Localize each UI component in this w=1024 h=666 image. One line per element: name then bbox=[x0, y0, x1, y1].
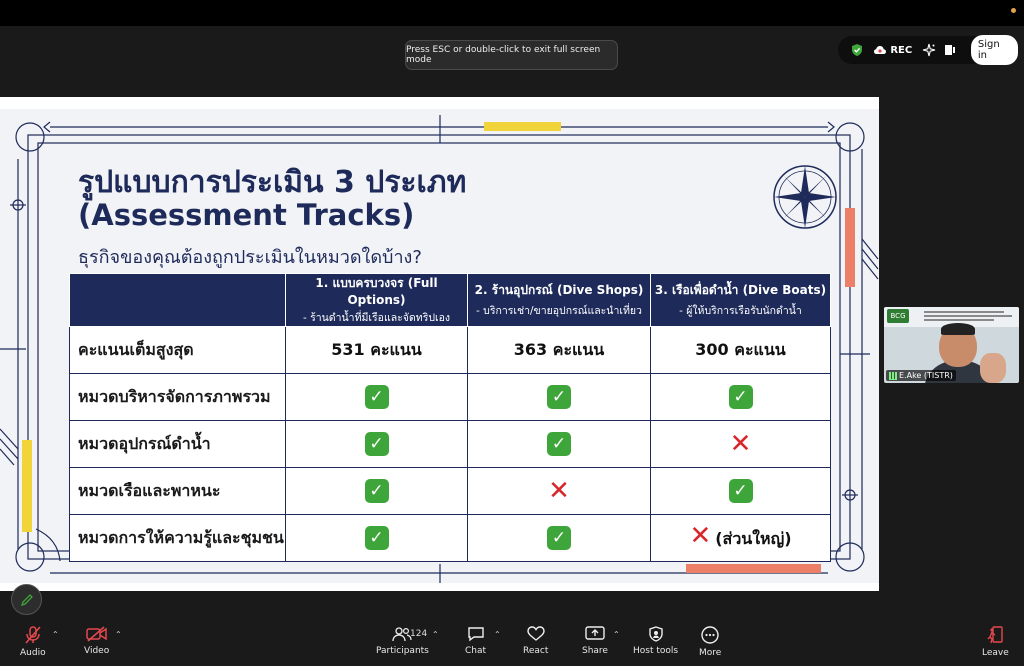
deco-bar-bottom bbox=[686, 564, 821, 573]
chat-button[interactable] bbox=[465, 626, 486, 656]
top-black-bar bbox=[0, 0, 1024, 26]
cross-icon: ✕ bbox=[689, 521, 712, 551]
status-cell bbox=[286, 374, 468, 421]
more-button[interactable] bbox=[699, 626, 721, 658]
share-button[interactable] bbox=[582, 626, 608, 656]
sidebar-icon[interactable] bbox=[940, 39, 961, 61]
person-hand bbox=[980, 353, 1006, 383]
meeting-toolbar bbox=[0, 620, 1024, 666]
status-cell bbox=[286, 421, 468, 468]
check-icon: ✓ bbox=[729, 479, 753, 503]
recording-indicator[interactable] bbox=[873, 45, 912, 56]
slide-subtitle: ธุรกิจของคุณต้องถูกประเมินในหมวดใดบ้าง? bbox=[78, 247, 422, 268]
status-cell bbox=[651, 421, 831, 468]
check-icon: ✓ bbox=[547, 385, 571, 409]
mic-muted-icon bbox=[23, 626, 43, 644]
rec-label: REC bbox=[890, 44, 913, 56]
host-tools-label: Host tools bbox=[633, 646, 679, 656]
logo-icon: BCG bbox=[887, 309, 909, 323]
participants-chevron-icon[interactable]: ⌃ bbox=[432, 630, 439, 639]
audio-options-chevron-icon[interactable]: ⌃ bbox=[52, 630, 59, 639]
header-title: 1. แบบครบวงจร (Full Options) bbox=[315, 276, 438, 307]
header-cell bbox=[651, 274, 831, 327]
participants-label: Participants bbox=[376, 646, 429, 656]
table-row bbox=[70, 327, 831, 374]
cross-icon: ✕ bbox=[729, 429, 752, 459]
table-header-row bbox=[70, 274, 831, 327]
table-row bbox=[70, 421, 831, 468]
status-cell bbox=[468, 515, 651, 562]
participant-video-tile[interactable] bbox=[884, 307, 1019, 383]
more-icon bbox=[701, 626, 719, 644]
row-label: หมวดอุปกรณ์ดำน้ำ bbox=[70, 421, 286, 468]
leave-icon bbox=[986, 626, 1004, 644]
status-cell bbox=[651, 515, 831, 562]
participants-count: 124 bbox=[410, 629, 428, 639]
leave-button[interactable] bbox=[982, 626, 1009, 658]
header-title: 3. เรือเพื่อดำน้ำ (Dive Boats) bbox=[654, 283, 827, 297]
check-icon: ✓ bbox=[365, 526, 389, 550]
status-cell bbox=[468, 421, 651, 468]
majority-note: (ส่วนใหญ่) bbox=[715, 529, 792, 548]
table-row bbox=[70, 468, 831, 515]
background-text-line bbox=[924, 315, 1012, 317]
header-cell bbox=[468, 274, 651, 327]
audio-label: Audio bbox=[20, 648, 46, 658]
row-label: หมวดเรือและพาหนะ bbox=[70, 468, 286, 515]
status-cell bbox=[468, 374, 651, 421]
status-cell bbox=[468, 468, 651, 515]
more-label: More bbox=[699, 648, 722, 658]
slide-title-english: (Assessment Tracks) bbox=[78, 198, 415, 232]
person-hair bbox=[941, 323, 975, 335]
ai-sparkle-icon[interactable] bbox=[918, 39, 939, 61]
shared-slide bbox=[0, 97, 879, 591]
compass-icon bbox=[770, 162, 840, 232]
participant-name: E.Ake (TISTR) bbox=[899, 371, 953, 380]
video-button[interactable] bbox=[84, 626, 109, 656]
status-cell bbox=[651, 374, 831, 421]
background-text-line bbox=[924, 311, 1004, 313]
chat-label: Chat bbox=[465, 646, 487, 656]
cross-icon: ✕ bbox=[548, 476, 570, 506]
pencil-icon bbox=[20, 593, 34, 607]
cloud-record-icon bbox=[873, 45, 887, 55]
header-subtitle: - บริการเช่า/ขายอุปกรณ์และนำเที่ยว bbox=[476, 305, 642, 317]
check-icon: ✓ bbox=[547, 526, 571, 550]
deco-bar-top bbox=[484, 122, 561, 131]
check-icon: ✓ bbox=[365, 479, 389, 503]
score-cell: 531 คะแนน bbox=[286, 327, 468, 374]
video-label: Video bbox=[84, 646, 110, 656]
row-label: หมวดการให้ความรู้และชุมชน bbox=[70, 515, 286, 562]
check-icon: ✓ bbox=[547, 432, 571, 456]
host-shield-icon bbox=[648, 626, 664, 642]
status-cell bbox=[286, 468, 468, 515]
share-chevron-icon[interactable]: ⌃ bbox=[613, 630, 620, 639]
host-tools-button[interactable] bbox=[633, 626, 678, 656]
chat-icon bbox=[467, 626, 485, 642]
react-label: React bbox=[523, 646, 549, 656]
header-cell bbox=[286, 274, 468, 327]
share-screen-icon bbox=[585, 626, 605, 642]
audio-button[interactable] bbox=[20, 626, 46, 658]
deco-bar-left bbox=[22, 440, 32, 532]
status-cell bbox=[651, 468, 831, 515]
score-cell: 300 คะแนน bbox=[651, 327, 831, 374]
check-icon: ✓ bbox=[365, 385, 389, 409]
row-label: คะแนนเต็มสูงสุด bbox=[70, 327, 286, 374]
chat-chevron-icon[interactable]: ⌃ bbox=[494, 630, 501, 639]
check-icon: ✓ bbox=[729, 385, 753, 409]
video-options-chevron-icon[interactable]: ⌃ bbox=[115, 630, 122, 639]
header-subtitle: - ผู้ให้บริการเรือรับนักดำน้ำ bbox=[679, 305, 802, 317]
score-cell: 363 คะแนน bbox=[468, 327, 651, 374]
row-label: หมวดบริหารจัดการภาพรวม bbox=[70, 374, 286, 421]
status-cell bbox=[286, 515, 468, 562]
header-cell-empty bbox=[70, 274, 286, 327]
shield-icon[interactable] bbox=[846, 39, 867, 61]
react-button[interactable] bbox=[523, 626, 548, 656]
share-label: Share bbox=[582, 646, 608, 656]
video-off-icon bbox=[86, 626, 108, 642]
deco-bar-right bbox=[845, 208, 855, 287]
top-right-controls bbox=[838, 36, 1018, 64]
leave-label: Leave bbox=[982, 648, 1009, 658]
status-dot bbox=[1011, 8, 1016, 13]
heart-icon bbox=[527, 626, 545, 642]
sign-in-button[interactable]: Sign in bbox=[971, 35, 1018, 65]
assessment-table bbox=[69, 273, 831, 562]
signal-icon bbox=[889, 372, 897, 380]
annotate-button[interactable] bbox=[11, 584, 42, 615]
background-text-line bbox=[924, 319, 994, 321]
table-row bbox=[70, 374, 831, 421]
header-title: 2. ร้านอุปกรณ์ (Dive Shops) bbox=[474, 283, 644, 297]
fullscreen-toast: Press ESC or double-click to exit full screen mode bbox=[405, 40, 618, 70]
check-icon: ✓ bbox=[365, 432, 389, 456]
participant-name-label bbox=[886, 370, 956, 381]
slide-title-thai: รูปแบบการประเมิน 3 ประเภท bbox=[78, 165, 467, 200]
table-row bbox=[70, 515, 831, 562]
header-subtitle: - ร้านดำน้ำที่มีเรือและจัดทริปเอง bbox=[302, 312, 451, 324]
slide-canvas bbox=[0, 109, 879, 583]
